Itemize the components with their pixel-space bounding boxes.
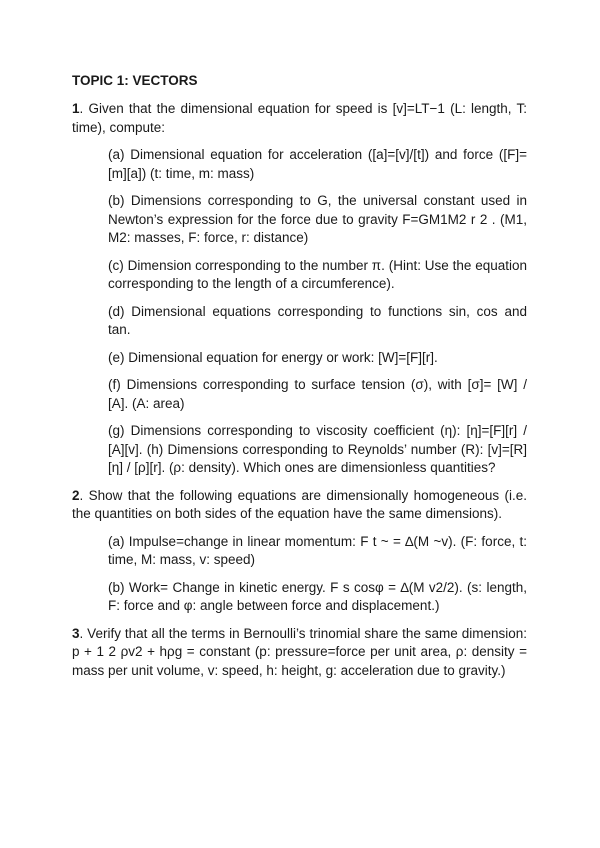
problem-1-item-g: (g) Dimensions corresponding to viscosity coefficient (η): [η]=[F][r] / [A][v]. (h) Dimensions corresponding to Reynolds’ number (R): [v]=[R][η] / [ρ][r]. (ρ: density). Which ones are dimensionless quantities? (108, 423, 527, 475)
problem-2 (72, 487, 527, 616)
problem-2-text: . Show that the following equations are dimensionally homogeneous (i.e. the quantities on both sides of the equation have the same dimensions). (72, 487, 527, 521)
problem-1-statement (72, 100, 527, 137)
problem-1-item-f: (f) Dimensions corresponding to surface tension (σ), with [σ]= [W] / [A]. (A: area) (108, 377, 527, 411)
problem-2-item-a: (a) Impulse=change in linear momentum: F t ~ = ∆(M ~v). (F: force, t: time, M: mass, v: speed) (108, 533, 527, 567)
document-page (72, 72, 527, 689)
problem-3-text: . Verify that all the terms in Bernoulli’s trinomial share the same dimension: p + 1 2 ρv2 + hρg = constant (p: pressure=force per unit area, ρ: density = mass per unit volume, v: speed, h: height, g: acceleration due to gravity.) (72, 625, 527, 678)
problem-2-item-b: (b) Work= Change in kinetic energy. F s cosφ = ∆(M v2/2). (s: length, F: force and φ: angle between force and displacement.) (108, 579, 527, 613)
problem-1-text: . Given that the dimensional equation for speed is [v]=LT−1 (L: length, T: time), compute: (72, 101, 527, 135)
problem-1-item-d: (d) Dimensional equations corresponding to functions sin, cos and tan. (108, 303, 527, 337)
problem-3 (72, 625, 527, 681)
problem-1-number: 1 (72, 101, 80, 116)
problem-1-item-c: (c) Dimension corresponding to the number π. (Hint: Use the equation corresponding to the length of a circumference). (108, 257, 527, 291)
problem-1 (72, 100, 527, 478)
problem-3-statement (72, 625, 527, 681)
problem-1-item-e: (e) Dimensional equation for energy or work: [W]=[F][r]. (108, 349, 438, 365)
problem-1-item-a: (a) Dimensional equation for acceleration ([a]=[v]/[t]) and force ([F]= [m][a]) (t: time, m: mass) (108, 147, 527, 181)
problem-2-statement (72, 487, 527, 524)
problem-2-number: 2 (72, 487, 80, 503)
problem-3-number: 3 (72, 625, 80, 641)
topic-title: TOPIC 1: VECTORS (72, 73, 198, 88)
problem-1-item-b: (b) Dimensions corresponding to G, the universal constant used in Newton’s expression for the force due to gravity F=GM1M2 r 2 . (M1, M2: masses, F: force, r: distance) (108, 193, 527, 245)
